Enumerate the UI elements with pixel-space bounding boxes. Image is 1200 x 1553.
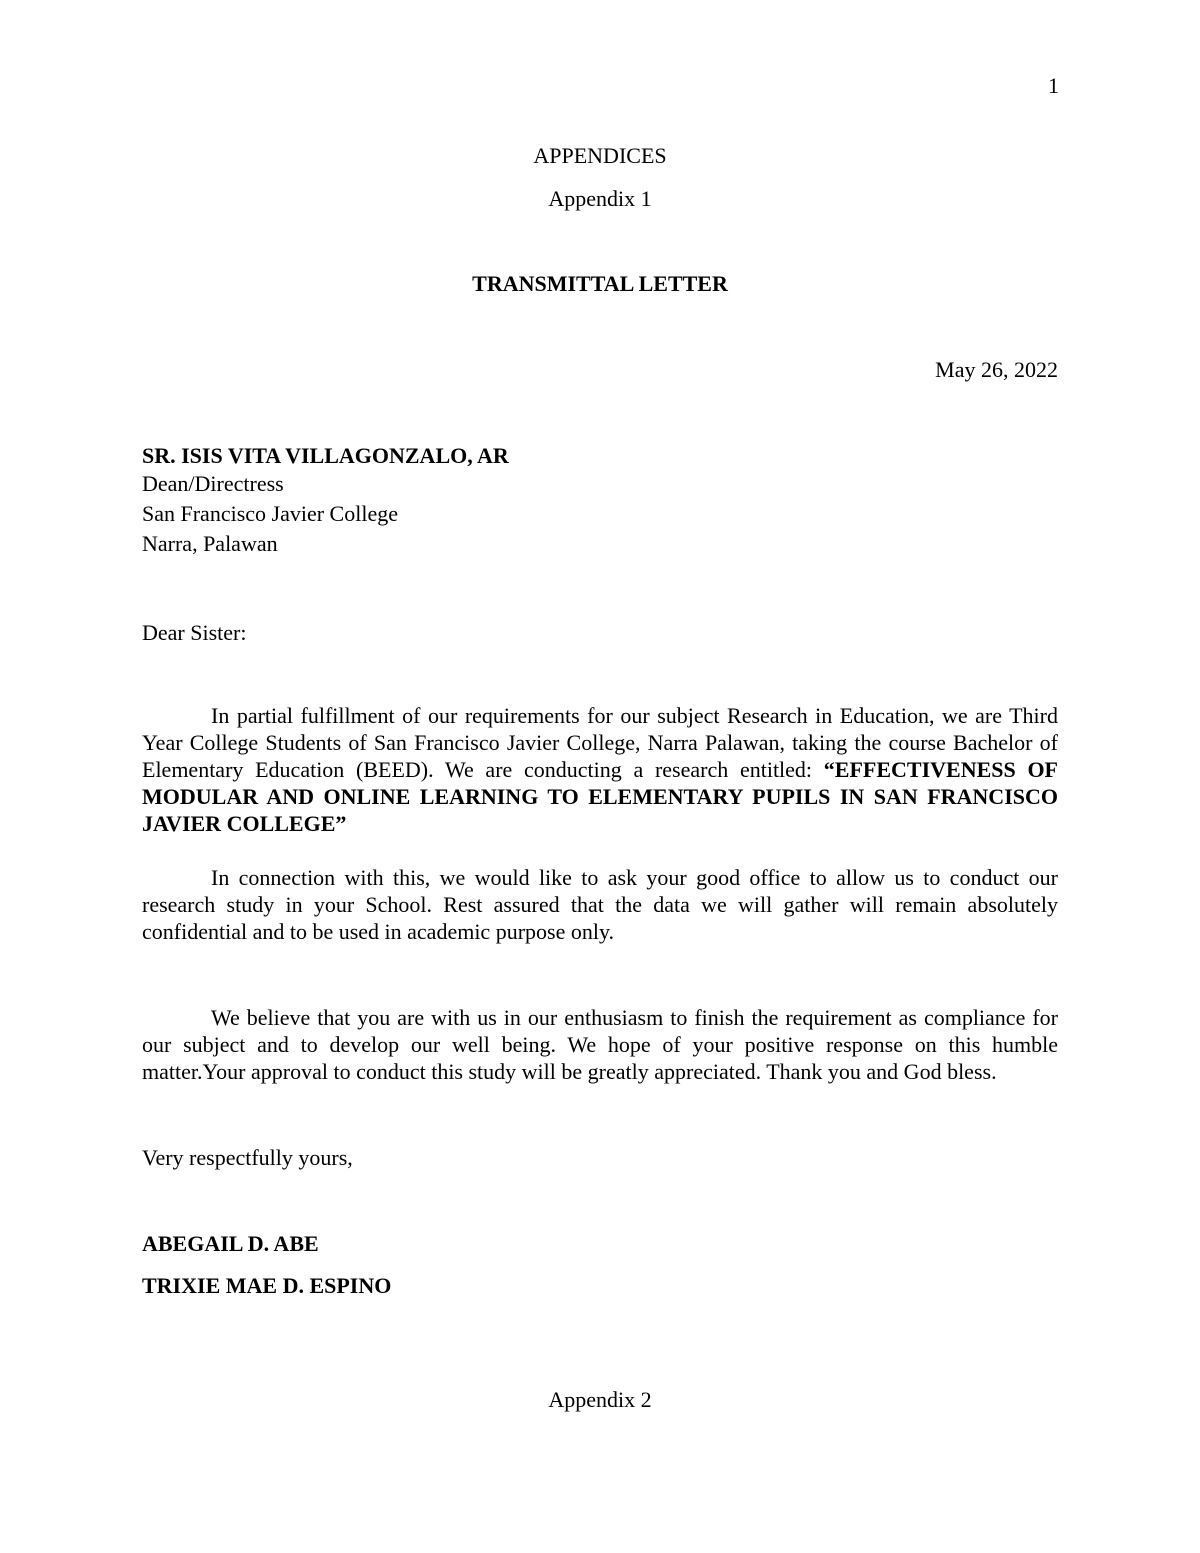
paragraph-1 — [142, 702, 1058, 837]
recipient-position: Dean/Directress — [142, 471, 284, 496]
research-title: “EFFECTIVENESS OF MODULAR AND ONLINE LEARNING TO ELEMENTARY PUPILS IN SAN FRANCISCO JAVIER COLLEGE” — [142, 757, 1058, 836]
paragraph-1-text: In partial fulfillment of our requirements for our subject Research in Education, we are Third Year College Students of San Francisco Javier College, Narra Palawan, taking the course Bachelor of Elementary Education (BEED). We are conducting a research entitled: — [142, 703, 1058, 782]
letter-date: May 26, 2022 — [935, 357, 1058, 382]
paragraph-3: We believe that you are with us in our enthusiasm to finish the requirement as compliance for our subject and to develop our well being. We hope of your positive response on this humble matter.Your approval to conduct this study will be greatly appreciated. Thank you and God bless. — [142, 1005, 1058, 1084]
signatory-2: TRIXIE MAE D. ESPINO — [142, 1273, 392, 1298]
recipient-name: SR. ISIS VITA VILLAGONZALO, AR — [142, 443, 509, 468]
appendices-heading: APPENDICES — [533, 143, 667, 168]
signatory-1: ABEGAIL D. ABE — [142, 1231, 319, 1256]
closing: Very respectfully yours, — [142, 1145, 353, 1170]
salutation: Dear Sister: — [142, 620, 247, 645]
page-number: 1 — [1048, 73, 1059, 98]
appendix-2-label: Appendix 2 — [548, 1387, 652, 1412]
recipient-institution: San Francisco Javier College — [142, 501, 398, 526]
recipient-location: Narra, Palawan — [142, 531, 278, 556]
appendix-1-label: Appendix 1 — [548, 186, 652, 211]
letter-title: TRANSMITTAL LETTER — [472, 271, 728, 296]
paragraph-2: In connection with this, we would like to ask your good office to allow us to conduct our research study in your School. Rest assured that the data we will gather will remain absolutely confidential and to be used in academic purpose only. — [142, 865, 1058, 944]
